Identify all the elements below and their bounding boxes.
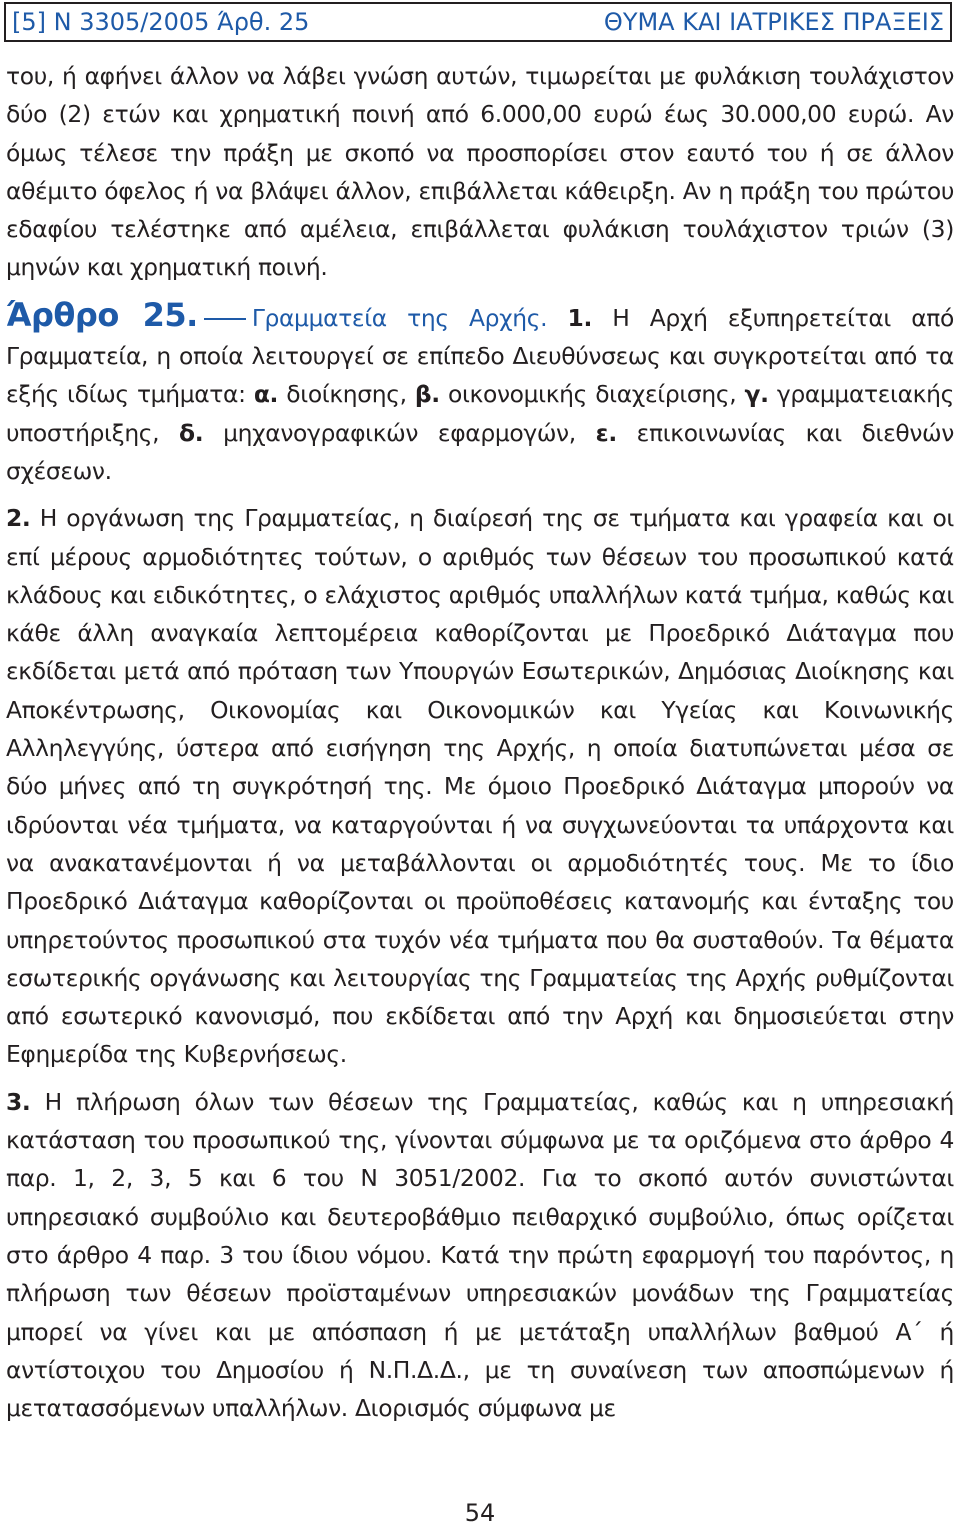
- list-text: διοίκησης,: [278, 380, 415, 409]
- list-text: επικοινωνίας και διεθνών σχέσεων.: [6, 418, 954, 485]
- page-header: [4, 2, 952, 42]
- list-marker: α.: [253, 380, 279, 409]
- article-subtitle: Γραμματεία της Αρχής.: [251, 303, 548, 332]
- list-marker: γ.: [744, 380, 769, 409]
- list-text: γραμματειακής υποστήριξης,: [6, 380, 954, 447]
- document-body: [6, 57, 954, 1427]
- intro-paragraph: του, ή αφήνει άλλον να λάβει γνώση αυτών, τιμωρείται με φυλάκιση τουλάχιστον δύο (2) ετών και χρηματική ποινή από 6.000,00 ευρώ έως 30.000,00 ευρώ. Αν όμως τέλεσε την πράξη με σκοπό να προσπορίσει στον εαυτό του ή σε άλλον αθέμιτο όφελος ή να βλάψει άλλον, επιβάλλεται κάθειρξη. Αν η πράξη του πρώτου εδαφίου τελέστηκε από αμέλεια, επιβάλλεται φυλάκιση τουλάχιστον τριών (3) μηνών και χρηματική ποινή.: [6, 62, 954, 282]
- article-title: Άρθρο 25.: [6, 295, 198, 334]
- paragraph-number: 1.: [567, 303, 592, 332]
- list-marker: β.: [414, 380, 440, 409]
- paragraph-3: [6, 1083, 954, 1428]
- title-dash: [204, 318, 246, 320]
- law-reference: [5] Ν 3305/2005 Άρθ. 25: [12, 8, 310, 36]
- page-number: 54: [464, 1499, 496, 1527]
- paragraph-text: Η Αρχή εξυπηρετείται από Γραμματεία, η οποία λειτουργεί σε επίπεδο Διευθύνσεως και συγκροτείται από τα εξής ιδίως τμήματα:: [6, 303, 954, 409]
- paragraph-text: Η οργάνωση της Γραμματείας, η διαίρεσή της σε τμήματα και γραφεία και οι επί μέρους αρμοδιότητες τούτων, ο αριθμός των θέσεων του προσωπικού κατά κλάδους και ειδικότητες, ο ελάχιστος αριθμός υπαλλήλων κατά τμήμα, καθώς και κάθε άλλη αναγκαία λεπτομέρεια καθορίζονται με Προεδρικό Διάταγμα που εκδίδεται μετά από πρόταση των Υπουργών Εσωτερικών, Δημόσιας Διοίκησης και Αποκέντρωσης, Οικονομίας και Οικονομικών και Υγείας και Κοινωνικής Αλληλεγγύης, ύστερα από εισήγηση της Αρχής, η οποία διατυπώνεται μέσα σε δύο μήνες από τη συγκρότησή της. Με όμοιο Προεδρικό Διάταγμα μπορούν να ιδρύονται νέα τμήματα, να καταργούνται ή να συγχωνεύονται τα υπάρχοντα και να ανακατανέμονται ή να μεταβάλλονται οι αρμοδιότητές τους. Με το ίδιο Προεδρικό Διάταγμα καθορίζονται οι προϋποθέσεις κατανομής και ένταξης του υπηρετούντος προσωπικού στα τυχόν νέα τμήματα που θα συσταθούν. Τα θέματα εσωτερικής οργάνωσης και λειτουργίας της Γραμματείας της Αρχής ρυθμίζονται από εσωτερικό κανονισμό, που εκδίδεται από την Αρχή και δημοσιεύεται στην Εφημερίδα της Κυβερνήσεως.: [6, 504, 954, 1069]
- list-text: μηχανογραφικών εφαρμογών,: [203, 418, 596, 447]
- paragraph-2: [6, 499, 954, 1073]
- list-marker: ε.: [595, 418, 617, 447]
- list-text: οικονομικής διαχείρισης,: [439, 380, 745, 409]
- paragraph-text: Η πλήρωση όλων των θέσεων της Γραμματείας, καθώς και η υπηρεσιακή κατάσταση του προσωπικού της, γίνονται σύμφωνα με τα οριζόμενα στο άρθρο 4 παρ. 1, 2, 3, 5 και 6 του Ν 3051/2002. Για το σκοπό αυτόν συνιστώνται υπηρεσιακό συμβούλιο και δευτεροβάθμιο πειθαρχικό συμβούλιο, όπως ορίζεται στο άρθρο 4 παρ. 3 του ίδιου νόμου. Κατά την πρώτη εφαρμογή του παρόντος, η πλήρωση των θέσεων προϊσταμένων υπηρεσιακών μονάδων της Γραμματείας μπορεί να γίνει και με απόσπαση ή με μετάταξη υπαλλήλων βαθμού Α΄ ή αντίστοιχου του Δημοσίου ή Ν.Π.Δ.Δ., με τη συναίνεση των αποσπώμενων ή μετατασσόμενων υπαλλήλων. Διορισμός σύμφωνα με: [6, 1087, 954, 1423]
- list-marker: δ.: [179, 418, 204, 447]
- paragraph-1: [6, 296, 954, 490]
- section-title: ΘΥΜΑ ΚΑΙ ΙΑΤΡΙΚΕΣ ΠΡΑΞΕΙΣ: [603, 8, 944, 36]
- paragraph-number: 3.: [6, 1087, 31, 1116]
- paragraph-number: 2.: [6, 504, 31, 533]
